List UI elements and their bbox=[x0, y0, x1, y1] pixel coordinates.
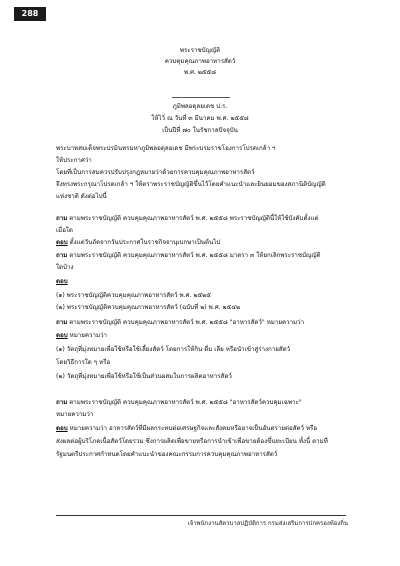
qa4-answer bbox=[56, 424, 317, 434]
qa4-question-cont: หมายความว่า bbox=[56, 411, 94, 418]
question-text: ตามพระราชบัญญัติ ควบคุมคุณภาพอาหารสัตว์ พ.ศ. ๒๕๕๘ พระราชบัญญัตินี้ให้ใช้บังคับตั้งแต่ bbox=[69, 215, 319, 222]
qa3-answer bbox=[56, 331, 107, 341]
qa2-answer-label bbox=[56, 277, 68, 287]
qa1-answer bbox=[56, 238, 220, 248]
preamble-line-3: โดยที่เป็นการสมควรปรับปรุงกฎหมายว่าด้วยการควบคุมคุณภาพอาหารสัตว์ bbox=[56, 169, 255, 176]
royal-date: ให้ไว้ ณ วันที่ ๓ มีนาคม พ.ศ. ๒๕๕๘ bbox=[151, 115, 249, 122]
footer-author: เจ้าพนักงานสัตวบาลปฏิบัติการ กรมส่งเสริมการปกครองท้องถิ่น bbox=[187, 520, 348, 527]
act-year: พ.ศ. ๒๕๕๘ bbox=[183, 69, 217, 76]
reign-year: เป็นปีที่ ๗๐ ในรัชกาลปัจจุบัน bbox=[162, 127, 238, 134]
footer-divider bbox=[56, 515, 346, 516]
qa4-answer-line-2: ส่งผลต่อผู้บริโภคเนื้อสัตว์โดยรวม ซึ่งการผลิตเพื่อขายหรือการนำเข้าเพื่อขายต้องขึ้นทะเบียน ทั้งนี้ ตามที่ bbox=[56, 438, 328, 445]
preamble-line-5: แห่งชาติ ดังต่อไปนี้ bbox=[56, 193, 107, 200]
question-label: ถาม bbox=[56, 399, 68, 406]
preamble-line-4: จึงทรงพระกรุณาโปรดเกล้า ฯ ให้ตราพระราชบัญญัติขึ้นไว้โดยคำแนะนำและยินยอมของสภานิติบัญญัติ bbox=[56, 181, 326, 188]
page-number: 288 bbox=[14, 7, 46, 21]
qa2-question bbox=[56, 251, 321, 261]
qa3-answer-item-1-cont: โดยวิธีการใด ๆ หรือ bbox=[56, 359, 111, 366]
answer-label: ตอบ bbox=[56, 425, 68, 432]
answer-text: หมายความว่า bbox=[69, 332, 108, 339]
question-text: ตามพระราชบัญญัติ ควบคุมคุณภาพอาหารสัตว์ พ.ศ. ๒๕๕๘ "อาหารสัตว์ควบคุมเฉพาะ" bbox=[69, 399, 302, 406]
answer-label: ตอบ bbox=[56, 332, 68, 339]
preamble-line-2: ให้ประกาศว่า bbox=[56, 157, 92, 164]
question-label: ถาม bbox=[56, 319, 68, 326]
answer-label: ตอบ bbox=[56, 239, 68, 246]
answer-text: หมายความว่า อาหารสัตว์ที่มีผลกระทบต่อเศรษฐกิจและสังคมหรืออาจเป็นอันตรายต่อสัตว์ หรือ bbox=[69, 425, 318, 432]
royal-signature: ภูมิพลอดุลยเดช ป.ร. bbox=[172, 103, 228, 110]
question-label: ถาม bbox=[56, 215, 68, 222]
qa3-answer-item-1: (๑) วัตถุที่มุ่งหมายเพื่อใช้หรือใช้เลี้ยงสัตว์ โดยการให้กิน ดื่ม เลีย หรือนำเข้าสู่ร่างกายสัตว์ bbox=[56, 346, 291, 353]
qa2-answer-item-1: (๑) พระราชบัญญัติควบคุมคุณภาพอาหารสัตว์ พ.ศ. ๒๕๒๕ bbox=[56, 292, 211, 299]
qa3-answer-item-2: (๒) วัตถุที่มุ่งหมายเพื่อใช้หรือใช้เป็นส่วนผสมในการผลิตอาหารสัตว์ bbox=[56, 373, 232, 380]
question-text: ตามพระราชบัญญัติ ควบคุมคุณภาพอาหารสัตว์ พ.ศ. ๒๕๕๘ "อาหารสัตว์" หมายความว่า bbox=[69, 319, 305, 326]
qa2-question-cont: ใดบ้าง bbox=[56, 264, 74, 271]
qa4-question bbox=[56, 398, 302, 408]
act-title: พระราชบัญญัติ bbox=[179, 47, 221, 54]
header-divider bbox=[172, 97, 230, 98]
qa2-answer-item-2: (๒) พระราชบัญญัติควบคุมคุณภาพอาหารสัตว์ (ฉบับที่ ๒) พ.ศ. ๒๕๔๒ bbox=[56, 304, 241, 311]
qa1-question-cont: เมื่อใด bbox=[56, 227, 73, 234]
question-text: ตามพระราชบัญญัติ ควบคุมคุณภาพอาหารสัตว์ พ.ศ. ๒๕๕๘ มาตรา ๓ ให้ยกเลิกพระราชบัญญัติ bbox=[69, 252, 321, 259]
question-label: ถาม bbox=[56, 252, 68, 259]
qa1-question bbox=[56, 214, 319, 224]
qa4-answer-line-3: รัฐมนตรีประกาศกำหนดโดยคำแนะนำของคณะกรรมการควบคุมคุณภาพอาหารสัตว์ bbox=[56, 451, 278, 458]
qa3-question bbox=[56, 318, 304, 328]
preamble-line-1: พระบาทสมเด็จพระปรมินทรมหาภูมิพลอดุลยเดช มีพระบรมราชโองการโปรดเกล้า ฯ bbox=[56, 145, 276, 152]
answer-label: ตอบ bbox=[56, 278, 68, 285]
act-subtitle: ควบคุมคุณภาพอาหารสัตว์ bbox=[164, 58, 236, 65]
answer-text: ตั้งแต่วันถัดจากวันประกาศในราชกิจจานุเบกษาเป็นต้นไป bbox=[69, 239, 221, 246]
